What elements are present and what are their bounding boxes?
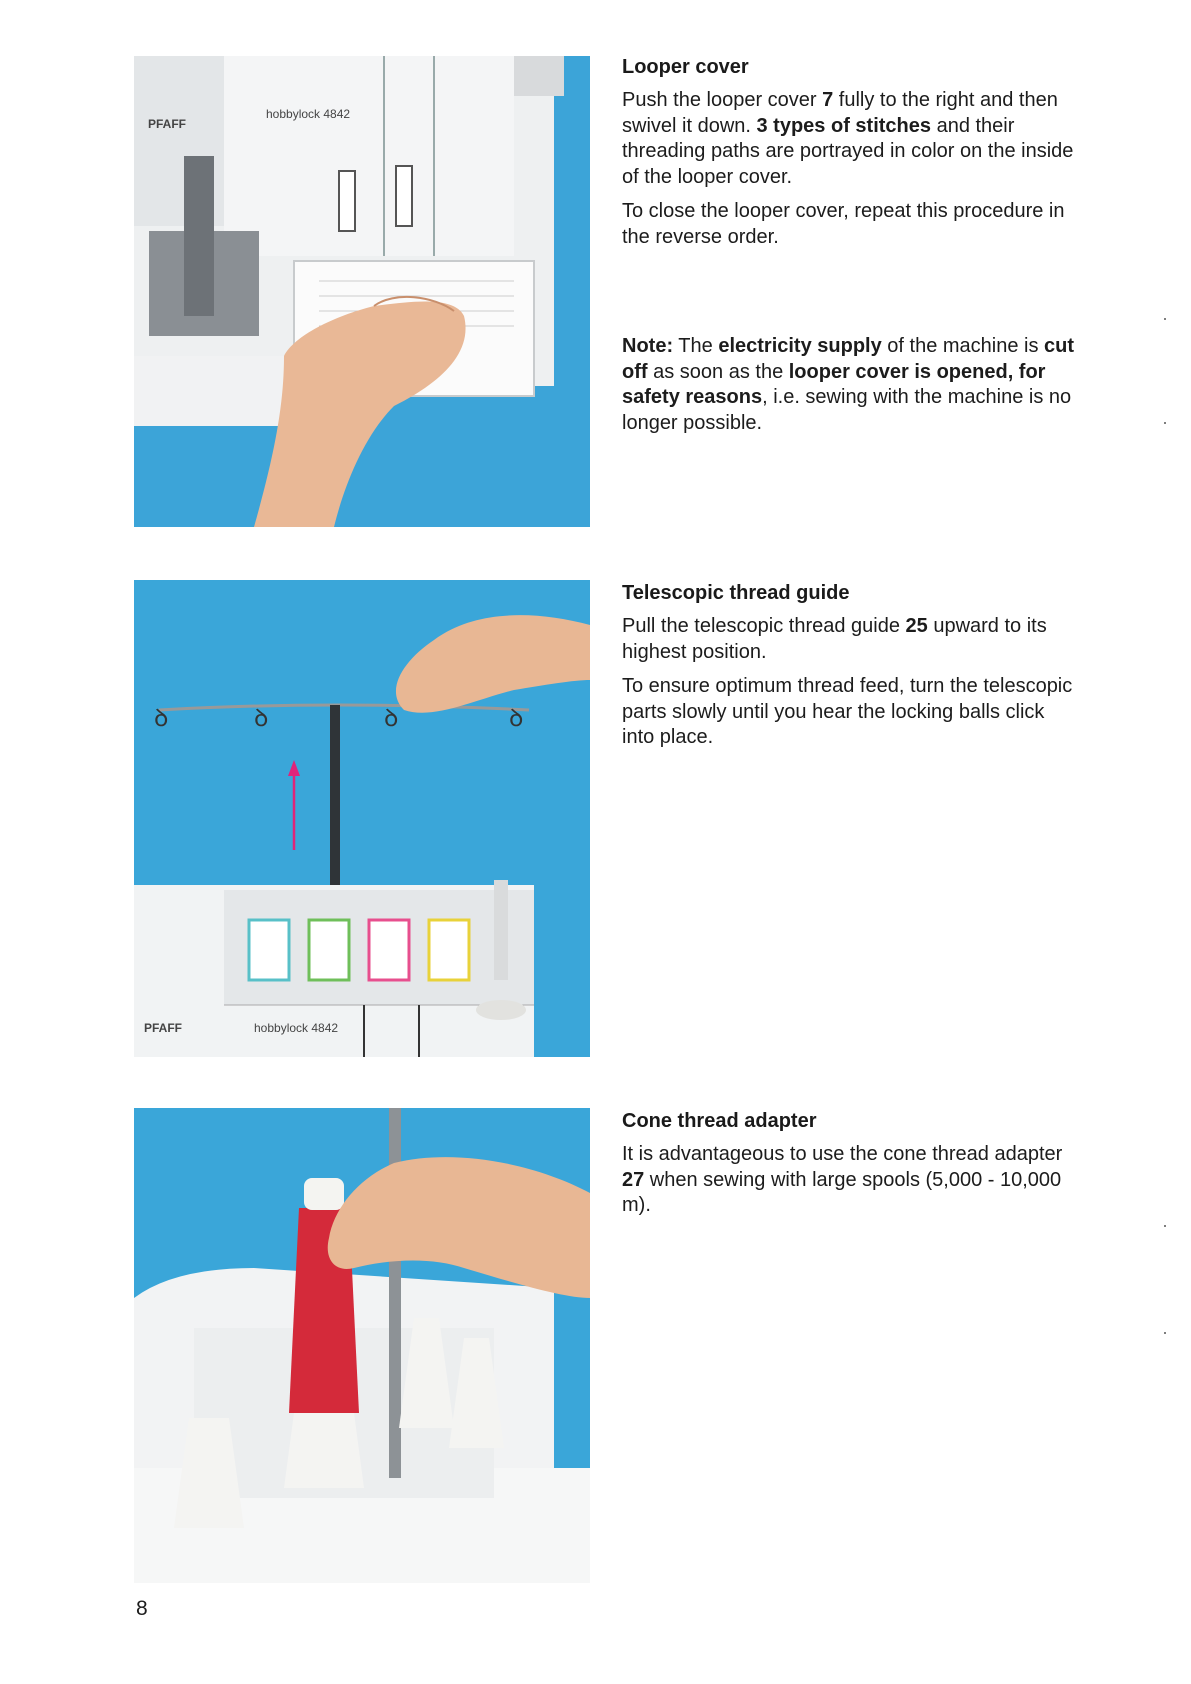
looper-cover-paragraph-1: Push the looper cover 7 fully to the right and then swivel it down. 3 types of stitches and their threading paths are portrayed in color on the inside of the looper cover.	[622, 89, 1074, 188]
looper-cover-paragraph-2: To close the looper cover, repeat this procedure in the reverse order.	[622, 200, 1065, 248]
telescopic-guide-paragraph-1: Pull the telescopic thread guide 25 upward to its highest position.	[622, 615, 1047, 663]
scan-speck	[1164, 1332, 1166, 1334]
telescopic-guide-paragraph-2: To ensure optimum thread feed, turn the telescopic parts slowly until you hear the locking balls click into place.	[622, 675, 1073, 748]
photo-model-label-2: hobbylock 4842	[254, 1021, 339, 1035]
telescopic-thread-guide-section	[622, 578, 1077, 760]
cone-thread-adapter-section	[622, 1106, 1077, 1228]
looper-cover-note: Note: The electricity supply of the machine is cut off as soon as the looper cover is opened, for safety reasons, i.e. sewing with the machine is no longer possible.	[622, 335, 1075, 434]
page-number: 8	[136, 1597, 148, 1620]
scan-speck	[1164, 1225, 1166, 1227]
scan-speck	[1164, 318, 1166, 320]
cone-thread-adapter-photo	[134, 1108, 590, 1583]
cone-thread-adapter-heading: Cone thread adapter	[622, 1110, 817, 1132]
cone-adapter-paragraph-1: It is advantageous to use the cone thread adapter 27 when sewing with large spools (5,000 - 10,000 m).	[622, 1143, 1063, 1216]
svg-text:ꝺ: ꝺ	[384, 704, 399, 732]
looper-cover-heading: Looper cover	[622, 56, 749, 78]
photo-model-label: hobbylock 4842	[266, 107, 351, 121]
telescopic-thread-guide-photo	[134, 580, 590, 1057]
svg-text:ꝺ: ꝺ	[254, 704, 269, 732]
telescopic-thread-guide-heading: Telescopic thread guide	[622, 582, 850, 604]
photo-brand-label: PFAFF	[148, 117, 186, 131]
svg-text:ꝺ: ꝺ	[154, 704, 169, 732]
looper-cover-photo	[134, 56, 590, 527]
scan-speck	[1164, 422, 1166, 424]
looper-cover-section	[622, 52, 1077, 445]
photo-brand-label-2: PFAFF	[144, 1021, 182, 1035]
svg-text:ꝺ: ꝺ	[509, 704, 524, 732]
